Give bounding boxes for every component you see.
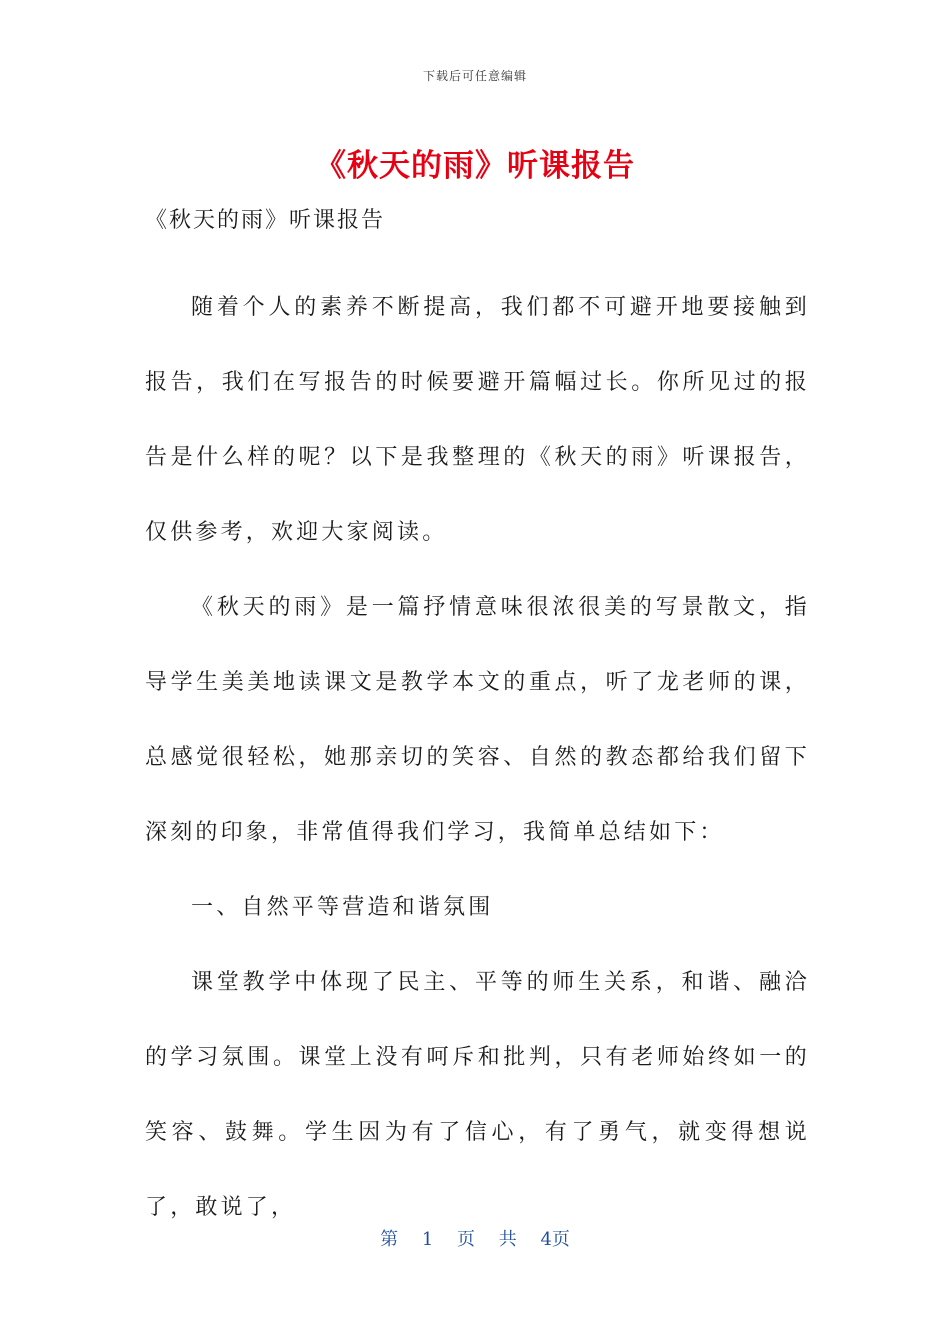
paragraph: 《秋天的雨》是一篇抒情意味很浓很美的写景散文，指导学生美美地读课文是教学本文的重点，听了龙老师的课，总感觉很轻松，她那亲切的笑容、自然的教态都给我们留下深刻的印象，非常值得我们学习，我简单总结如下： xyxy=(145,595,810,845)
footer-page-unit: 页 xyxy=(457,1229,475,1250)
section-heading: 一、自然平等营造和谐氛围 xyxy=(191,895,494,920)
footer-page-label: 第 xyxy=(380,1229,399,1250)
page-footer xyxy=(0,1225,950,1251)
document-title: 《秋天的雨》听课报告 xyxy=(315,148,635,184)
footer-total-pages: 4页 xyxy=(540,1229,570,1250)
document-subtitle: 《秋天的雨》听课报告 xyxy=(145,208,386,233)
footer-total-label: 共 xyxy=(498,1229,517,1250)
paragraph: 随着个人的素养不断提高，我们都不可避开地要接触到报告，我们在写报告的时候要避开篇幅过长。你所见过的报告是什么样的呢？以下是我整理的《秋天的雨》听课报告，仅供参考，欢迎大家阅读。 xyxy=(145,295,810,545)
footer-current-page: 1 xyxy=(421,1229,434,1250)
paragraph: 课堂教学中体现了民主、平等的师生关系，和谐、融洽的学习氛围。课堂上没有呵斥和批判，只有老师始终如一的笑容、鼓舞。学生因为有了信心，有了勇气，就变得想说了，敢说了， xyxy=(145,970,810,1220)
document-body xyxy=(145,270,810,1245)
header-note: 下载后可任意编辑 xyxy=(422,69,527,83)
